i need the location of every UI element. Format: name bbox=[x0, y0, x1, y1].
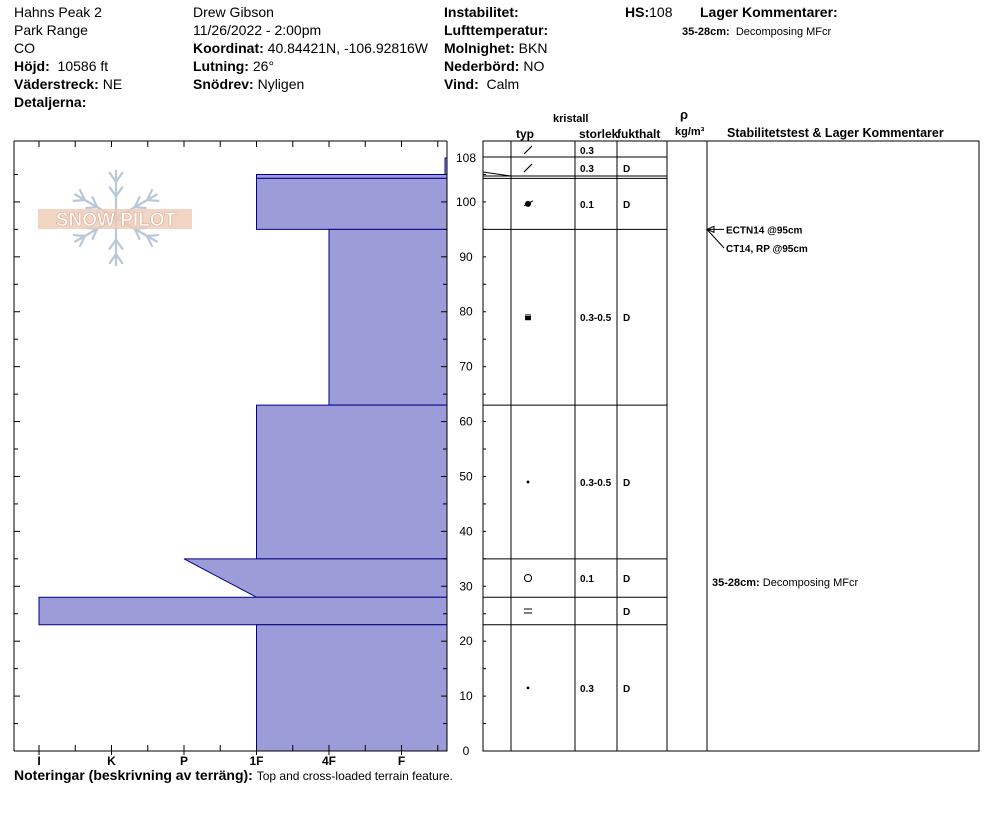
moisture-header: fukthalt bbox=[617, 127, 661, 141]
depth-tick-label: 50 bbox=[459, 469, 473, 484]
range: Park Range bbox=[14, 22, 88, 38]
observer: Drew Gibson bbox=[193, 4, 274, 20]
layer-comment-depth: 35-28cm: bbox=[712, 577, 763, 589]
stability-header: Stabilitetstest & Lager Kommentarer bbox=[727, 126, 944, 140]
hs-value: 108 bbox=[649, 4, 673, 20]
row-connector bbox=[483, 172, 511, 176]
crystal-group-header: kristall bbox=[553, 113, 589, 125]
wind-value: Calm bbox=[486, 76, 520, 92]
header-comment-text: Decomposing MFcr bbox=[735, 26, 832, 38]
precip-value: NO bbox=[523, 58, 545, 74]
size-cell: 0.3 bbox=[580, 164, 594, 175]
layer-comment bbox=[712, 577, 858, 589]
density-unit: kg/m³ bbox=[675, 126, 705, 138]
moisture-cell: D bbox=[623, 574, 631, 586]
test-pointer bbox=[707, 229, 724, 248]
hardness-tick-label: I bbox=[37, 754, 41, 768]
grain-decomposing-symbol bbox=[524, 164, 532, 172]
grain-melt-symbol bbox=[524, 574, 531, 581]
size-cell: 0.1 bbox=[580, 574, 594, 586]
location: Hahns Peak 2 bbox=[14, 4, 102, 20]
stability-test-label: CT14, RP @95cm bbox=[726, 244, 808, 255]
wind-loading-label: Snödrev: bbox=[193, 76, 254, 92]
notes-value: Top and cross-loaded terrain feature. bbox=[256, 769, 453, 783]
grain-decomposing-symbol bbox=[524, 146, 532, 154]
hardness-layer bbox=[329, 229, 447, 405]
air-temp-label: Lufttemperatur: bbox=[444, 22, 549, 38]
elevation-value: 10586 ft bbox=[57, 58, 109, 74]
moisture-cell: D bbox=[623, 477, 631, 489]
moisture-cell: D bbox=[623, 164, 631, 175]
flake-branch bbox=[147, 235, 159, 236]
layer-comments-label: Lager Kommentarer: bbox=[700, 4, 838, 20]
sky-value: BKN bbox=[518, 40, 548, 56]
hardness-layer bbox=[257, 625, 448, 751]
flake-branch bbox=[85, 207, 97, 208]
depth-tick-label: 10 bbox=[459, 689, 473, 704]
hardness-layer bbox=[184, 559, 447, 597]
sky-label: Molnighet: bbox=[444, 40, 515, 56]
size-header: storlek bbox=[579, 127, 619, 141]
depth-tick-label: 90 bbox=[459, 249, 473, 264]
depth-tick-label: 20 bbox=[459, 634, 473, 649]
depth-tick-label: 60 bbox=[459, 414, 473, 429]
details-label: Detaljerna: bbox=[14, 94, 87, 110]
state: CO bbox=[14, 40, 35, 56]
hardness-layer bbox=[257, 174, 448, 178]
hardness-layer bbox=[257, 178, 448, 229]
instability-label: Instabilitet: bbox=[444, 4, 519, 20]
depth-tick-label: 70 bbox=[459, 359, 473, 374]
header-comment-depth: 35-28cm: bbox=[682, 26, 730, 38]
snowpilot-logo bbox=[38, 170, 192, 266]
coord-label: Koordinat: bbox=[193, 40, 264, 56]
size-cell: 0.1 bbox=[580, 199, 594, 211]
depth-tick-label: 30 bbox=[459, 579, 473, 594]
moisture-cell: D bbox=[623, 313, 631, 325]
layer-comment-text: Decomposing MFcr bbox=[762, 577, 859, 589]
datetime: 11/26/2022 - 2:00pm bbox=[193, 22, 322, 38]
type-header: typ bbox=[516, 127, 534, 141]
size-cell: 0.3 bbox=[580, 146, 594, 157]
flake-branch bbox=[73, 200, 85, 201]
hardness-tick-label: P bbox=[179, 754, 189, 768]
moisture-cell: D bbox=[623, 683, 631, 695]
hardness-layer bbox=[39, 597, 447, 624]
elevation-label: Höjd: bbox=[14, 58, 50, 74]
logo-text: SNOW PILOT bbox=[55, 210, 177, 231]
hardness-tick-label: K bbox=[107, 754, 116, 768]
depth-tick-label: 0 bbox=[462, 744, 470, 758]
aspect-value: NE bbox=[102, 76, 123, 92]
depth-tick-label: 40 bbox=[459, 524, 473, 539]
hardness-tick-label: 1F bbox=[249, 754, 264, 768]
density-symbol: ρ bbox=[680, 107, 689, 122]
size-cell: 0.3-0.5 bbox=[580, 477, 612, 489]
coord-value: 40.84421N, -106.92816W bbox=[267, 40, 428, 56]
hardness-tick-label: 4F bbox=[321, 754, 337, 768]
size-cell: 0.3-0.5 bbox=[580, 313, 612, 325]
slope-label: Lutning: bbox=[193, 58, 249, 74]
size-cell: 0.3 bbox=[580, 683, 594, 695]
wind-loading-value: Nyligen bbox=[257, 76, 305, 92]
grain-rounded-symbol bbox=[527, 481, 530, 484]
grain-rounded-symbol bbox=[527, 686, 530, 689]
depth-tick-label: 80 bbox=[459, 304, 473, 319]
flake-branch bbox=[135, 207, 147, 208]
notes-label: Noteringar (beskrivning av terräng): bbox=[14, 767, 253, 783]
aspect-label: Väderstreck: bbox=[14, 76, 99, 92]
depth-tick-label: 100 bbox=[455, 194, 477, 209]
flake-branch bbox=[73, 235, 85, 236]
wind-label: Vind: bbox=[444, 76, 479, 92]
slope-value: 26° bbox=[252, 58, 275, 74]
precip-label: Nederbörd: bbox=[444, 58, 520, 74]
moisture-cell: D bbox=[623, 606, 631, 618]
hardness-tick-label: F bbox=[397, 754, 406, 768]
moisture-cell: D bbox=[623, 199, 631, 211]
hardness-layer bbox=[257, 405, 448, 559]
depth-tick-label: 108 bbox=[455, 151, 477, 165]
stability-test-label: ECTN14 @95cm bbox=[726, 225, 803, 237]
hs-label: HS: bbox=[625, 4, 650, 20]
flake-branch bbox=[147, 200, 159, 201]
